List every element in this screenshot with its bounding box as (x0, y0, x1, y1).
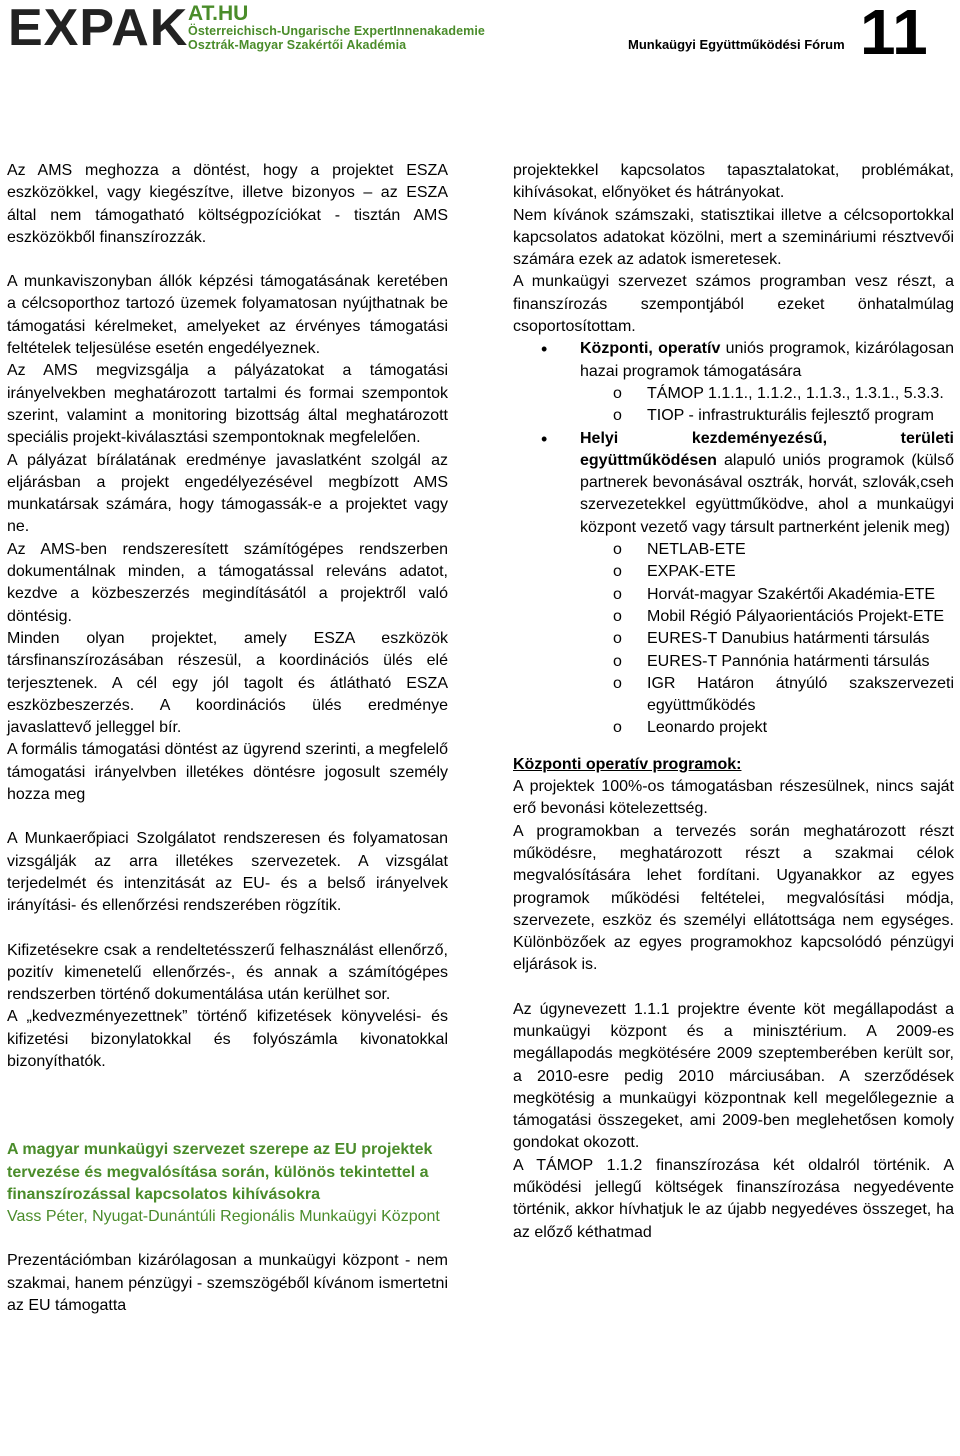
list-item-bold: Helyi kezdeményezésű, területi együttműködésen (580, 429, 954, 469)
right-column (513, 160, 954, 1244)
sub-list-item: o TÁMOP 1.1.1., 1.1.2., 1.1.3., 1.3.1., 5.3.3. (580, 383, 954, 405)
sub-list-item: o TIOP - infrastrukturális fejlesztő program (580, 405, 954, 427)
page-header (0, 0, 960, 78)
page-number: 11 (860, 0, 928, 68)
paragraph: A munkaügyi szervezet számos programban vesz részt, a finanszírozás szempontjából ezeket önhatalmúlag csoportosítottam. (513, 273, 954, 336)
list-item-text: uniós programok, kizárólagosan hazai programok támogatására (580, 340, 954, 380)
paragraph: A formális támogatási döntést az ügyrend szerinti, a megfelelő támogatási irányelvben illetékes döntésre jogosult személy hozza meg (7, 741, 448, 804)
paragraph: Az AMS meghozza a döntést, hogy a projektet ESZA eszközökkel, vagy kiegészítve, illetve bizonyos – az ESZA által nem támogatható költségpozíciókat - tisztán AMS eszközökből finanszírozzák. (7, 162, 448, 246)
sub-list-item: o Horvát-magyar Szakértői Akadémia-ETE (580, 584, 954, 606)
sub-list-item: o EURES-T Danubius határmenti társulás (580, 628, 954, 650)
sub-list-item: o Leonardo projekt (580, 717, 954, 739)
paragraph: A programokban a tervezés során meghatározott részt működésre, meghatározott részt a szakmai célok megvalósítására lehet fordítani. Ugyanakkor az egyes programok működési feltételei, megvalósítási módja, szervezete, eszköz és személyi ellátottsága nem egységes. Különbözőek az egyes programokhoz kapcsolódó pénzügyi eljárások is. (513, 822, 954, 974)
sub-list-item: o EURES-T Pannónia határmenti társulás (580, 651, 954, 673)
paragraph: Az AMS megvizsgálja a pályázatokat a támogatási irányelvekben meghatározott tartalmi és formai szempontok szerint, valamint a monitoring bizottság által meghatározott speciális projekt-kiválasztási szempontoknak megfelelően. (7, 362, 448, 447)
paragraph: Az úgynevezett 1.1.1 projektre évente köt megállapodást a munkaügyi központ és a minisztérium. A 2009-es megállapodás megkötésére 2009 szeptemberében került sor, a 2010-esre pedig 2010 márciusában. A szerződések megkötésig a munkaügyi központnak kell megelőlegeznie a támogatási összegeket, ami 2009-ben meglehetősen komoly gondokat okozott. (513, 1000, 954, 1152)
sub-list-item: o Mobil Régió Pályaorientációs Projekt-ETE (580, 606, 954, 628)
paragraph: A projektek 100%-os támogatásban részesülnek, nincs saját erő bevonási kötelezettség. (513, 778, 954, 818)
sub-list-item: o IGR Határon átnyúló szakszervezeti együttműködés (580, 673, 954, 718)
sub-list-item: o EXPAK-ETE (580, 561, 954, 583)
expak-logo (8, 0, 189, 57)
sub-list (580, 539, 954, 740)
paragraph: A „kedvezményezettnek” történő kifizetések könyvelési- és kifizetési bizonylatokkal és folyószámla kivonatokkal bizonyíthatók. (7, 1008, 448, 1070)
academy-name-hu: Osztrák-Magyar Szakértői Akadémia (188, 38, 407, 52)
forum-title: Munkaügyi Együttműködési Fórum (628, 37, 845, 52)
paragraph: A pályázat bírálatának eredménye javaslatként szolgál az eljárásban a projekt engedélyezésével megbízott AMS munkatársak számára, hogy támogassák-e a projektet vagy ne. (7, 451, 448, 536)
paragraph: A TÁMOP 1.1.2 finanszírozása két oldalról történik. A működési jellegű költségek finanszírozása negyedévente történik, akkor hívhatjuk le az újabb negyedéves összeget, ha az előző kéthatmad (513, 1156, 954, 1241)
article-title: A magyar munkaügyi szervezet szerepe az EU projektek tervezése és megvalósítása során, különös tekintettel a finanszírozással kapcsolatos kihívásokra (7, 1141, 433, 1203)
list-item-text: alapuló uniós programok (külső partnerek bevonásával osztrák, horvát, szlovák,cseh szervezetekkel együttműködve, ahol a munkaügyi központ vezető vagy társult partnerként jelenik meg) (580, 451, 954, 536)
section-heading: Központi operatív programok: (513, 755, 742, 773)
article-author: Vass Péter, Nyugat-Dunántúli Regionális Munkaügyi Központ (7, 1208, 440, 1226)
paragraph: Minden olyan projektet, amely ESZA eszközök társfinanszírozásában részesül, a koordinációs ülés elé terjesztenek. A cél egy jól tagolt és átlátható ESZA eszközbeszerzés. A koordinációs ülés eredménye javaslattevő jelleggel bír. (7, 629, 448, 737)
paragraph: projektekkel kapcsolatos tapasztalatokat, problémákat, kihívásokat, előnyöket és hátrányokat. (513, 162, 954, 202)
logo-domain: AT.HU (188, 2, 249, 25)
list-item-bold: Központi, operatív (580, 340, 721, 358)
paragraph: Prezentációmban kizárólagosan a munkaügyi központ - nem szakmai, hanem pénzügyi - szemszögéből kívánom ismertetni az EU támogatta (7, 1252, 448, 1315)
logo-text: EXPAK (8, 0, 189, 57)
left-column (7, 160, 448, 1317)
paragraph: A Munkaerőpiaci Szolgálatot rendszeresen és folyamatosan vizsgálják az arra illetékes szervezetek. A vizsgálat terjedelmét és intenzitását az EU- és a belső irányelvek irányítási- és ellenőrzési rendszerében rögzítik. (7, 830, 448, 915)
list-item (513, 428, 954, 740)
sub-list (580, 383, 954, 428)
paragraph: A munkaviszonyban állók képzési támogatásának keretében a célcsoporthoz tartozó üzemek folyamatosan nyújthatnak be támogatási kérelmeket, amelyeket az érvényes támogatási feltételek teljesülése esetén engedélyeznek. (7, 273, 448, 358)
program-list (513, 338, 954, 739)
paragraph: Kifizetésekre csak a rendeltetésszerű felhasználást ellenőrző, pozitív kimenetelű ellenőrzés-, és annak a számítógépes rendszerben történő dokumentálása után kerülhet sor. (7, 941, 448, 1004)
paragraph: Az AMS-ben rendszeresített számítógépes rendszerben dokumentálnak minden, a támogatással releváns adatot, kezdve a közbeszerzés megindításától a projektről való döntésig. (7, 540, 448, 625)
academy-name-de: Österreichisch-Ungarische ExpertInnenakademie (188, 24, 485, 38)
sub-list-item: o NETLAB-ETE (580, 539, 954, 561)
paragraph: Nem kívánok számszaki, statisztikai illetve a célcsoportokkal kapcsolatos adatokat közölni, mert a szemináriumi résztvevői számára ezek az adatok ismeretesek. (513, 206, 954, 269)
list-item (513, 338, 954, 427)
